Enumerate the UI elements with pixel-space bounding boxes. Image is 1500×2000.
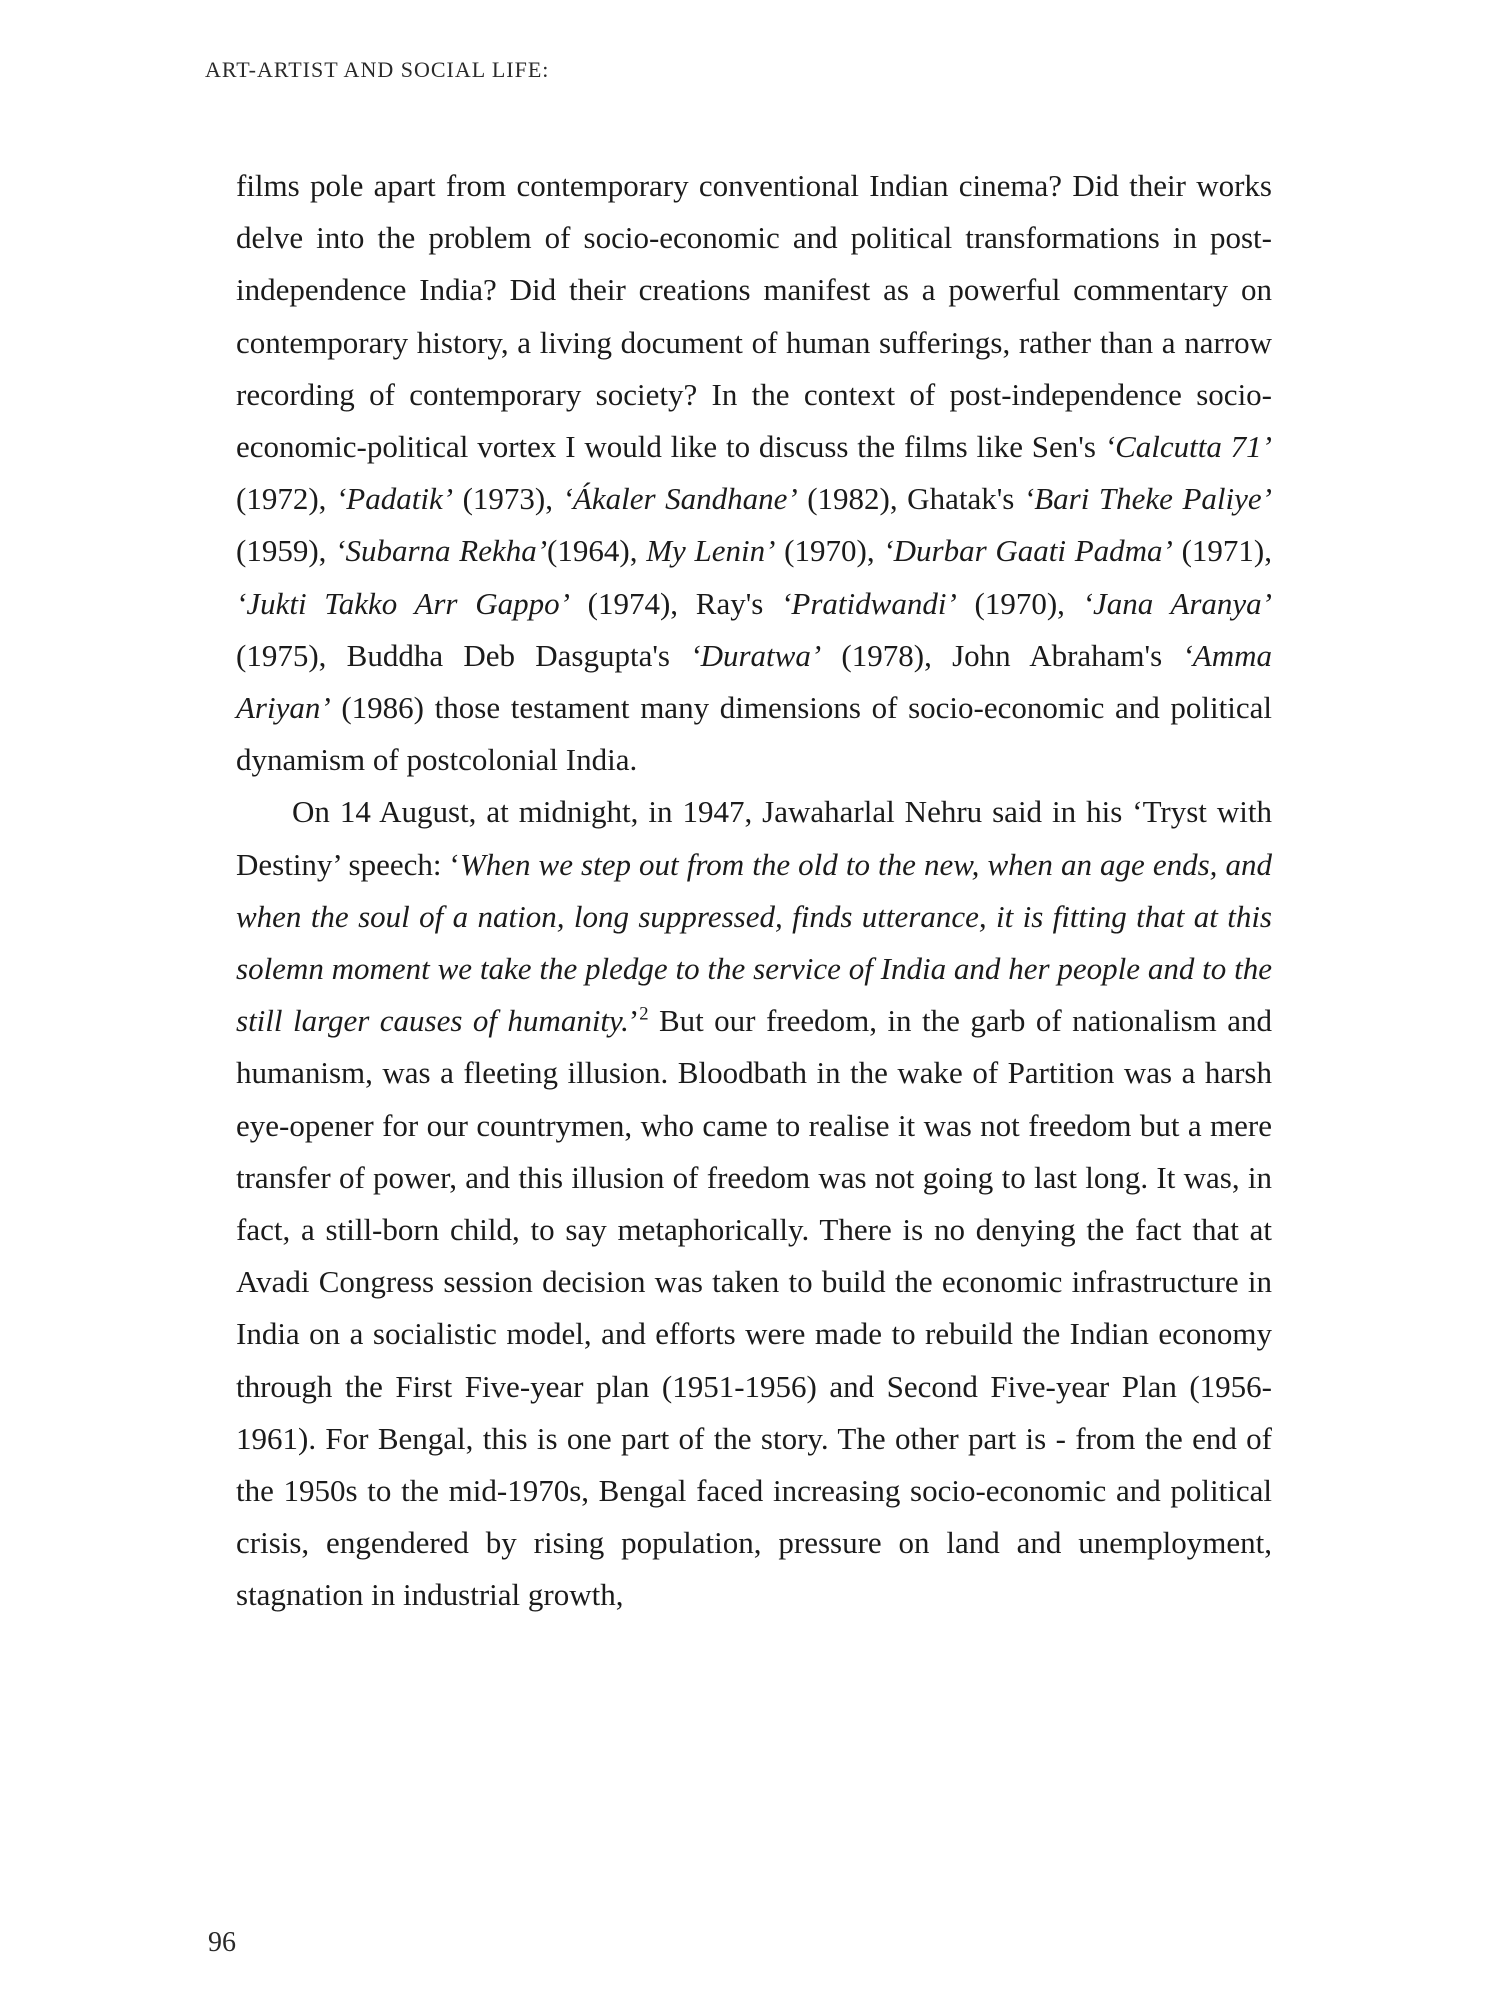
film-title: ‘Durbar Gaati Padma’: [883, 533, 1173, 569]
film-title: ‘Duratwa’: [690, 637, 822, 673]
text-span: films pole apart from contemporary conventional Indian cinema? Did their works delve into the problem of socio-economic and political transformations in post-independence India? Did their creations manifest as a powerful commentary on contemporary history, a living document of human sufferings, rather than a narrow recording of contemporary society? In the context of post-independence socio-economic-political vortex I would like to discuss the films like Sen's: [236, 168, 1272, 465]
text-span: On 14 August, at midnight, in 1947, Jawaharlal Nehru said in his ‘Tryst with Destiny’ speech: ‘: [236, 794, 1272, 882]
film-title: ‘Bari Theke Paliye’: [1023, 481, 1272, 517]
text-span: ’: [628, 1003, 640, 1039]
paragraph-1: [236, 160, 1272, 786]
film-title: ‘Ákaler Sandhane’: [562, 481, 798, 517]
film-title: ‘Padatik’: [335, 481, 454, 517]
text-span: (1964),: [547, 533, 647, 569]
text-span: (1970),: [956, 585, 1083, 621]
film-title: ‘Jukti Takko Arr Gappo’: [236, 585, 570, 621]
text-span: (1974), Ray's: [569, 585, 782, 621]
text-span: (1959),: [236, 533, 336, 569]
film-title: ‘Jana Aranya’: [1082, 585, 1272, 621]
nehru-quote: When we step out from the old to the new, when an age ends, and when the soul of a nation, long suppressed, finds utterance, it is fitting that at this solemn moment we take the pledge to the service of India and her people and to the still larger causes of humanity.: [236, 846, 1272, 1039]
film-title: My Lenin’: [646, 533, 776, 569]
text-span: But our freedom, in the garb of nationalism and humanism, was a fleeting illusion. Bloodbath in the wake of Partition was a harsh eye-opener for our countrymen, who came to realise it was not freedom but a mere transfer of power, and this illusion of freedom was not going to last long. It was, in fact, a still-born child, to say metaphorically. There is no denying the fact that at Avadi Congress session decision was taken to build the economic infrastructure in India on a socialistic model, and efforts were made to rebuild the Indian economy through the First Five-year plan (1951-1956) and Second Five-year Plan (1956-1961). For Bengal, this is one part of the story. The other part is - from the end of the 1950s to the mid-1970s, Bengal faced increasing socio-economic and political crisis, engendered by rising population, pressure on land and unemployment, stagnation in industrial growth,: [236, 1003, 1272, 1613]
paragraph-2: [236, 786, 1272, 1621]
footnote-marker[interactable]: 2: [639, 1003, 649, 1025]
film-title: ‘Pratidwandi’: [781, 585, 957, 621]
text-span: (1982), Ghatak's: [797, 481, 1024, 517]
film-title: ‘Calcutta 71’: [1104, 429, 1272, 465]
text-span: (1975), Buddha Deb Dasgupta's: [236, 637, 691, 673]
text-span: (1970),: [775, 533, 884, 569]
running-head: ART-ARTIST AND SOCIAL LIFE:: [205, 57, 550, 82]
body-text: [236, 160, 1272, 1622]
text-span: (1986) those testament many dimensions of socio-economic and political dynamism of postcolonial India.: [236, 690, 1272, 778]
film-title: ‘Subarna Rekha’: [335, 533, 548, 569]
text-span: (1973),: [453, 481, 563, 517]
text-span: (1978), John Abraham's: [821, 637, 1183, 673]
film-title: ‘Amma Ariyan’: [236, 637, 1272, 726]
page-number: 96: [208, 1927, 236, 1958]
text-span: (1971),: [1172, 533, 1272, 569]
text-span: (1972),: [236, 481, 336, 517]
